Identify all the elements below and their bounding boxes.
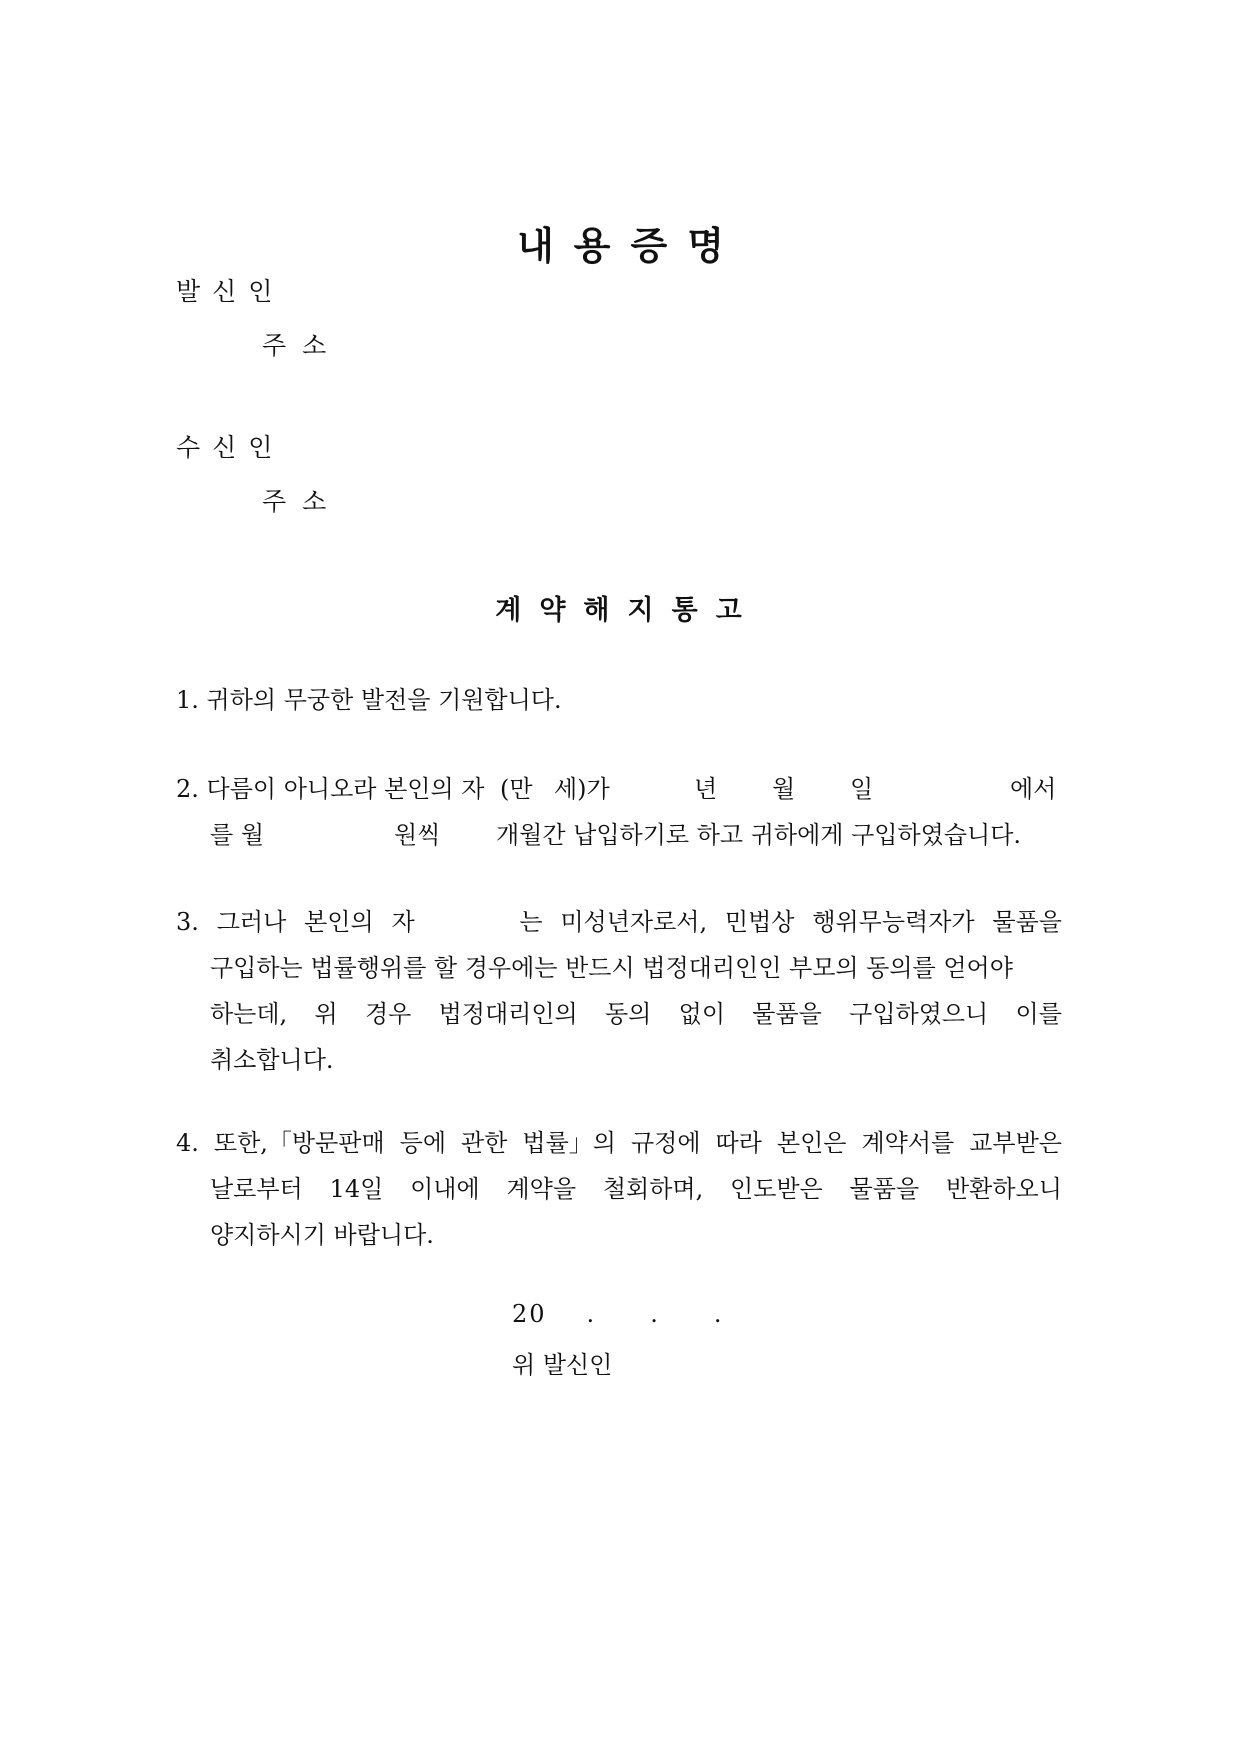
- text-segment: 이내에: [410, 1175, 480, 1203]
- paragraph-4-line-1: [176, 1120, 1062, 1166]
- text-segment: 민법상: [724, 908, 795, 936]
- text-segment: 없이: [678, 1000, 726, 1028]
- sender-label: 발신인: [176, 277, 285, 306]
- text-segment: 행위무능력자가: [812, 908, 975, 936]
- paragraph-3-line-2: [176, 945, 1062, 991]
- date-separator: .: [650, 1300, 660, 1328]
- text-segment: 4.: [176, 1129, 199, 1157]
- text-segment: 2. 다름이 아니오라 본인의 자: [176, 775, 485, 803]
- text-segment: 날로부터: [210, 1175, 303, 1203]
- text-segment: 하는데,: [210, 1000, 288, 1028]
- date-separator: .: [713, 1300, 724, 1328]
- paragraph-2-line-2: [176, 812, 1062, 858]
- paragraph-3: [176, 899, 1062, 1083]
- document-title: 내용증명: [517, 223, 744, 268]
- text-segment: 취소합니다.: [210, 1046, 334, 1074]
- text-segment: 따라: [715, 1129, 762, 1157]
- text-segment: 물품을: [752, 1000, 822, 1028]
- paragraph-3-line-1: [176, 899, 1062, 945]
- paragraph-4-line-3: [176, 1212, 1062, 1258]
- date-separator: .: [586, 1300, 597, 1328]
- text-segment: 위: [314, 1000, 338, 1028]
- text-segment: 동의: [604, 1000, 652, 1028]
- text-segment: 교부받은: [969, 1129, 1062, 1157]
- text-segment: 또한,「방문판매: [213, 1129, 385, 1157]
- date-line: [512, 1300, 723, 1328]
- paragraph-1: [176, 677, 1062, 723]
- signer-label: 위 발신인: [512, 1351, 613, 1379]
- text-segment: 물품을: [849, 1175, 920, 1203]
- text-segment: 철회하며,: [602, 1175, 704, 1203]
- text-segment: 년: [694, 775, 718, 803]
- text-segment: 미성년자로서,: [560, 908, 708, 936]
- text-segment: 물품을: [992, 908, 1062, 936]
- paragraph-3-line-3: [176, 991, 1062, 1037]
- text-segment: 등에: [399, 1129, 447, 1157]
- text-segment: 를 월: [210, 821, 264, 849]
- text-segment: 3.: [176, 908, 199, 936]
- paragraph-1-line-1: [176, 677, 1062, 723]
- text-segment: 계약서를: [861, 1129, 955, 1157]
- text-segment: (만: [500, 775, 533, 803]
- text-segment: 자: [391, 908, 415, 936]
- text-segment: 관한: [461, 1129, 508, 1157]
- text-segment: 개월간 납입하기로 하고 귀하에게 구입하였습니다.: [496, 821, 1022, 849]
- text-segment: 구입하는 법률행위를 할 경우에는 반드시 법정대리인인 부모의 동의를 얻어야: [210, 954, 1013, 982]
- text-segment: 이를: [1015, 1000, 1062, 1028]
- text-segment: 규정에: [630, 1129, 701, 1157]
- text-segment: 법률」의: [522, 1129, 616, 1157]
- text-segment: 는: [519, 908, 543, 936]
- text-segment: 법정대리인의: [438, 1000, 578, 1028]
- date-year-prefix: 20: [512, 1300, 547, 1328]
- text-segment: 반환하오니: [945, 1175, 1062, 1203]
- text-segment: 일: [850, 775, 874, 803]
- text-segment: 본인은: [776, 1129, 847, 1157]
- text-segment: 에서: [1010, 775, 1057, 803]
- text-segment: 그러나: [216, 908, 287, 936]
- text-segment: 계약을: [506, 1175, 577, 1203]
- text-segment: 1. 귀하의 무궁한 발전을 기원합니다.: [176, 686, 562, 714]
- paragraph-2: [176, 766, 1062, 858]
- text-segment: 양지하시기 바랍니다.: [210, 1221, 434, 1249]
- recipient-address-label: 주소: [262, 487, 343, 516]
- paragraph-2-line-1: [176, 766, 1062, 812]
- text-segment: 14일: [329, 1175, 384, 1203]
- text-segment: 본인의: [304, 908, 374, 936]
- sender-address-label: 주소: [262, 331, 343, 360]
- text-segment: 구입하였으니: [849, 1000, 989, 1028]
- notice-subject: 계약해지통고: [495, 595, 760, 626]
- text-segment: 원씩: [394, 821, 441, 849]
- text-segment: 경우: [364, 1000, 412, 1028]
- paragraph-4-line-2: [176, 1166, 1062, 1212]
- text-segment: 월: [772, 775, 796, 803]
- recipient-label: 수신인: [176, 433, 285, 462]
- text-segment: 세)가: [554, 775, 610, 803]
- text-segment: 인도받은: [730, 1175, 823, 1203]
- paragraph-4: [176, 1120, 1062, 1258]
- paragraph-3-line-4: [176, 1037, 1062, 1083]
